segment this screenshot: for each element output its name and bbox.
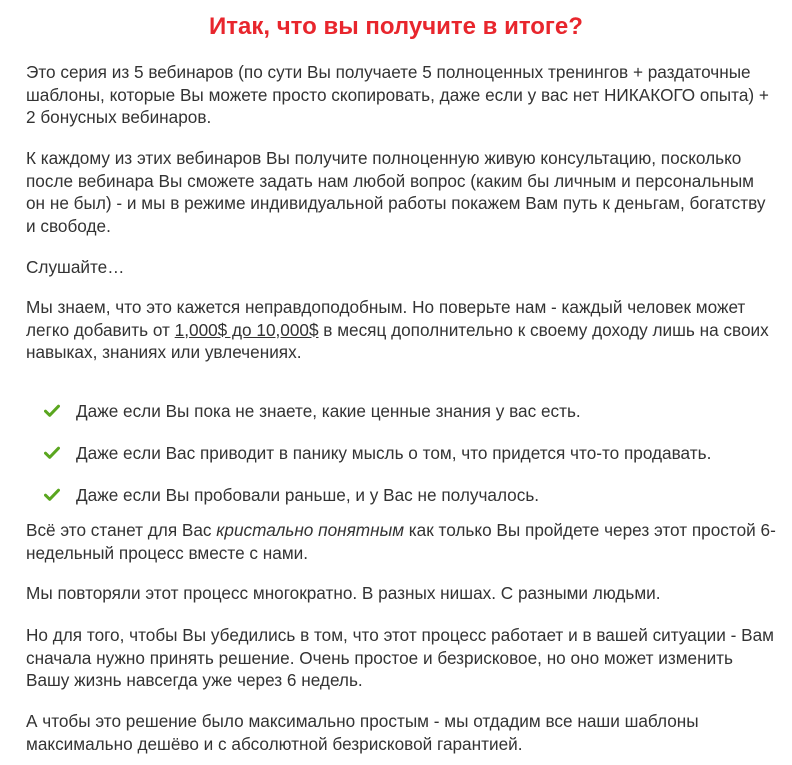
benefits-checklist [44, 390, 774, 516]
check-icon [44, 404, 60, 418]
process-text-before: Всё это станет для Вас [26, 520, 217, 540]
page-title: Итак, что вы получите в итоге? [209, 13, 583, 40]
check-icon [44, 488, 60, 502]
paragraph-guarantee: А чтобы это решение было максимально простым - мы отдадим все наши шаблоны максимально дешёво и с абсолютной безрисковой гарантией. [26, 711, 699, 754]
process-emphasis: кристально понятным [216, 520, 404, 540]
paragraph-webinar-series: Это серия из 5 вебинаров (по сути Вы получаете 5 полноценных тренингов + раздаточные шаблоны, которые Вы можете просто скопировать, даже если у вас нет НИКАКОГО опыта) + 2 бонусных вебинаров. [26, 62, 769, 127]
check-icon [44, 446, 60, 460]
paragraph-consultation: К каждому из этих вебинаров Вы получите полноценную живую консультацию, посколько после вебинара Вы сможете задать нам любой вопрос (каким бы личным и персональным он не был) - и мы в режиме индивидуальной работы покажем Вам путь к деньгам, богатству и свободе. [26, 148, 766, 236]
paragraph-listen: Слушайте… [26, 257, 125, 277]
checklist-item [44, 390, 774, 432]
paragraph-process [26, 519, 776, 564]
income-text-before: Мы знаем, что это кажется неправдоподобным. Но поверьте нам - каждый человек может легко добавить от [26, 297, 746, 340]
paragraph-decision: Но для того, чтобы Вы убедились в том, что этот процесс работает и в вашей ситуации - Вам сначала нужно принять решение. Очень простое и безрисковое, но оно может изменить Вашу жизнь навсегда уже через 6 недель. [26, 625, 774, 690]
checklist-item-text: Даже если Вас приводит в панику мысль о том, что придется что-то продавать. [76, 443, 712, 463]
income-text-after: в месяц дополнительно к своему доходу лишь на своих навыках, знаниях или увлечениях. [26, 319, 769, 362]
process-text-after: как только Вы пройдете через этот простой 6-недельный процесс вместе с нами. [26, 520, 776, 563]
paragraph-income [26, 296, 776, 364]
checklist-item [44, 474, 774, 516]
checklist-item [44, 432, 774, 474]
checklist-item-text: Даже если Вы пробовали раньше, и у Вас не получалось. [76, 485, 540, 505]
checklist-item-text: Даже если Вы пока не знаете, какие ценные знания у вас есть. [76, 401, 581, 421]
income-range: 1,000$ до 10,000$ [174, 319, 319, 340]
paragraph-repeated: Мы повторяли этот процесс многократно. В разных нишах. С разными людьми. [26, 583, 661, 603]
